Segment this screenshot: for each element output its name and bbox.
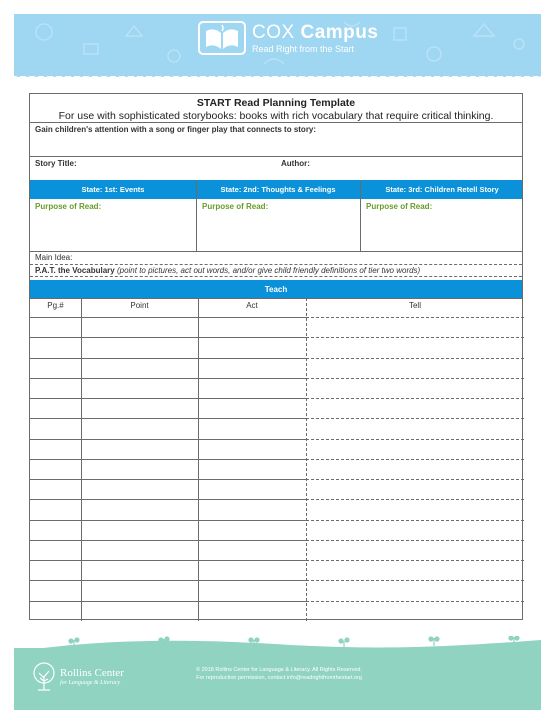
table-row-tell xyxy=(306,580,524,581)
column-header-act: Act xyxy=(246,301,258,310)
table-row-tell xyxy=(306,520,524,521)
brand-text xyxy=(252,23,378,54)
table-row xyxy=(30,520,306,521)
pat-note: (point to pictures, act out words, and/or give child friendly definitions of tier two words) xyxy=(116,266,421,275)
table-row xyxy=(30,378,306,379)
cox-campus-logo xyxy=(198,18,378,58)
pat-label: P.A.T. the Vocabulary xyxy=(35,266,115,275)
divider xyxy=(30,276,522,277)
table-row-tell xyxy=(306,459,524,460)
state-1-heading: State: 1st: Events xyxy=(81,185,145,194)
table-row-tell xyxy=(306,540,524,541)
table-row xyxy=(30,358,306,359)
table-row xyxy=(30,540,306,541)
divider xyxy=(30,251,522,252)
column-divider xyxy=(196,180,197,252)
template-subtitle: For use with sophisticated storybooks: books with rich vocabulary that require critical thinking. xyxy=(58,110,494,122)
template-title: START Read Planning Template xyxy=(196,97,356,109)
author-label: Author: xyxy=(281,159,310,168)
state-2-heading: State: 2nd: Thoughts & Feelings xyxy=(220,185,336,194)
rollins-text xyxy=(60,668,124,686)
brand-bold: Campus xyxy=(300,21,379,43)
table-row-tell xyxy=(306,479,524,480)
attention-label: Gain children's attention with a song or finger play that connects to story: xyxy=(35,125,317,134)
permission-text: For reproduction permission, contact info@readrightfromthestart.org xyxy=(196,674,362,681)
teach-label: Teach xyxy=(264,284,288,294)
open-book-icon xyxy=(198,21,246,55)
table-row xyxy=(30,418,306,419)
copyright-block xyxy=(164,667,394,682)
purpose-label-1: Purpose of Read: xyxy=(35,202,102,211)
table-row-tell xyxy=(306,601,524,602)
main-idea-label: Main Idea: xyxy=(35,253,73,262)
table-row-tell xyxy=(306,439,524,440)
table-row-tell xyxy=(306,317,524,318)
table-row-tell xyxy=(306,418,524,419)
brand-tagline: Read Right from the Start xyxy=(252,43,355,54)
org-name: Rollins Center xyxy=(60,667,124,680)
rollins-center-logo xyxy=(32,662,124,692)
teach-bar xyxy=(30,280,522,298)
table-row xyxy=(30,459,306,460)
pat-vocabulary-label xyxy=(35,266,420,275)
state-3-heading: State: 3rd: Children Retell Story xyxy=(385,185,499,194)
divider xyxy=(30,264,522,265)
table-row-tell xyxy=(306,398,524,399)
story-title-label: Story Title: xyxy=(35,159,77,168)
table-row xyxy=(30,479,306,480)
column-divider xyxy=(360,180,361,252)
copyright-text: © 2018 Rollins Center for Language & Literacy. All Rights Reserved. xyxy=(196,667,362,673)
table-row-tell xyxy=(306,378,524,379)
table-row xyxy=(30,317,306,318)
brand-name xyxy=(252,23,378,42)
table-top-rule xyxy=(30,298,522,299)
planning-template xyxy=(29,93,523,620)
column-header-tell: Tell xyxy=(408,301,421,310)
states-bar xyxy=(30,180,522,199)
brand-light: COX xyxy=(252,21,295,43)
header-scallop-edge xyxy=(14,72,541,82)
divider xyxy=(30,156,522,157)
table-row-tell xyxy=(306,499,524,500)
org-sub: for Language & Literacy xyxy=(60,679,121,686)
column-header-point: Point xyxy=(130,301,149,310)
purpose-label-3: Purpose of Read: xyxy=(366,202,433,211)
table-row-tell xyxy=(306,358,524,359)
divider xyxy=(30,122,522,123)
tree-icon xyxy=(32,662,56,692)
table-row xyxy=(30,580,306,581)
table-row xyxy=(30,560,306,561)
table-row-tell xyxy=(306,337,524,338)
footer-banner xyxy=(14,648,541,710)
column-header-page: Pg.# xyxy=(47,301,64,310)
table-row-tell xyxy=(306,560,524,561)
table-row xyxy=(30,337,306,338)
purpose-label-2: Purpose of Read: xyxy=(202,202,269,211)
table-row xyxy=(30,601,306,602)
table-row xyxy=(30,439,306,440)
table-row xyxy=(30,398,306,399)
table-row xyxy=(30,499,306,500)
header-banner xyxy=(14,14,541,76)
